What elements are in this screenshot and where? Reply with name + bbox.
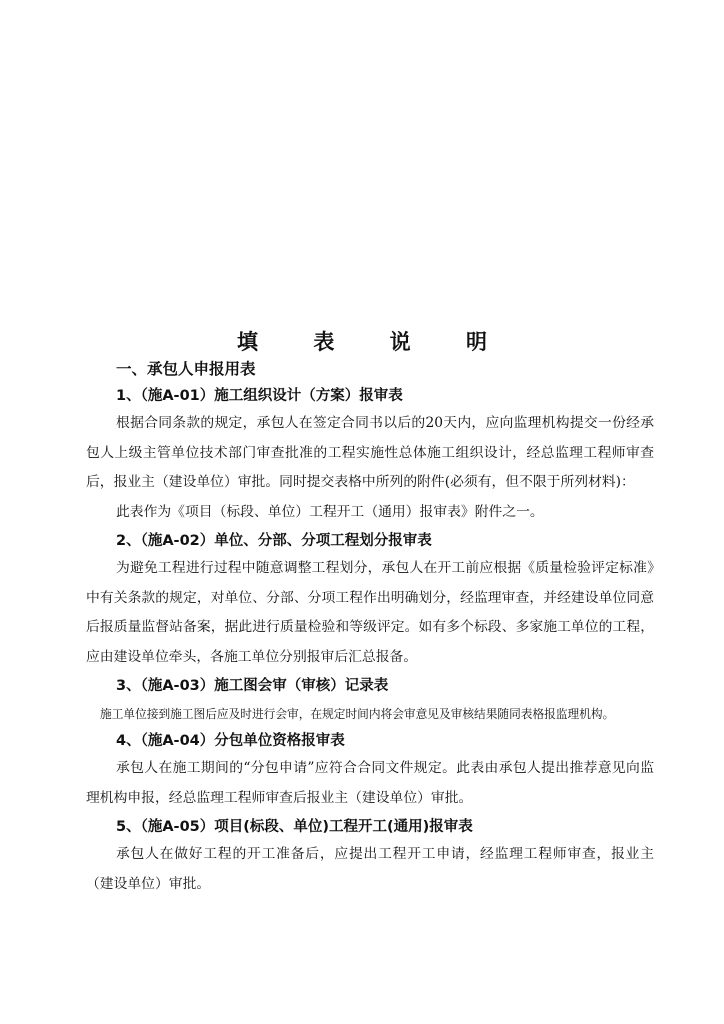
item-heading-a04: 4、（施A-04）分包单位资格报审表	[116, 733, 345, 749]
paragraph-a03-body: 施工单位接到施工图后应及时进行会审，在规定时间内将会审意见及审核结果随同表格报监理机构。	[100, 707, 615, 721]
document-body	[86, 356, 654, 899]
item-heading-a01: 1、（施A-01）施工组织设计（方案）报审表	[116, 388, 403, 404]
paragraph-a02-body: 为避免工程进行过程中随意调整工程划分，承包人在开工前应根据《质量检验评定标准》中有关条款的规定，对单位、分部、分项工程作出明确划分，经监理审查，并经建设单位同意后报质量监督站备案，据此进行质量检验和等级评定。如有多个标段、多家施工单位的工程，应由建设单位牵头，各施工单位分别报审后汇总报备。	[86, 560, 654, 665]
document-title: 填 表 说 明	[237, 330, 511, 354]
paragraph-a05-body: 承包人在做好工程的开工准备后，应提出工程开工申请，经监理工程师审查，报业主（建设单位）审批。	[86, 846, 654, 892]
paragraph-a04-body: 承包人在施工期间的“分包申请”应符合合同文件规定。此表由承包人提出推荐意见向监理机构申报，经总监理工程师审查后报业主（建设单位）审批。	[86, 760, 654, 806]
item-heading-a05: 5、（施A-05）项目(标段、单位)工程开工(通用)报审表	[116, 819, 473, 835]
item-heading-a02: 2、（施A-02）单位、分部、分项工程划分报审表	[116, 533, 432, 549]
item-heading-a03: 3、（施A-03）施工图会审（审核）记录表	[116, 678, 389, 694]
paragraph-a01-note: 此表作为《项目（标段、单位）工程开工（通用）报审表》附件之一。	[116, 503, 544, 520]
paragraph-a01-body: 根据合同条款的规定，承包人在签定合同书以后的20天内，应向监理机构提交一份经承包人上级主管单位技术部门审查批准的工程实施性总体施工组织设计，经总监理工程师审查后，报业主（建设单位）审批。同时提交表格中所列的附件(必须有，但不限于所列材料)：	[86, 415, 654, 490]
section-heading: 一、承包人申报用表	[116, 360, 256, 378]
